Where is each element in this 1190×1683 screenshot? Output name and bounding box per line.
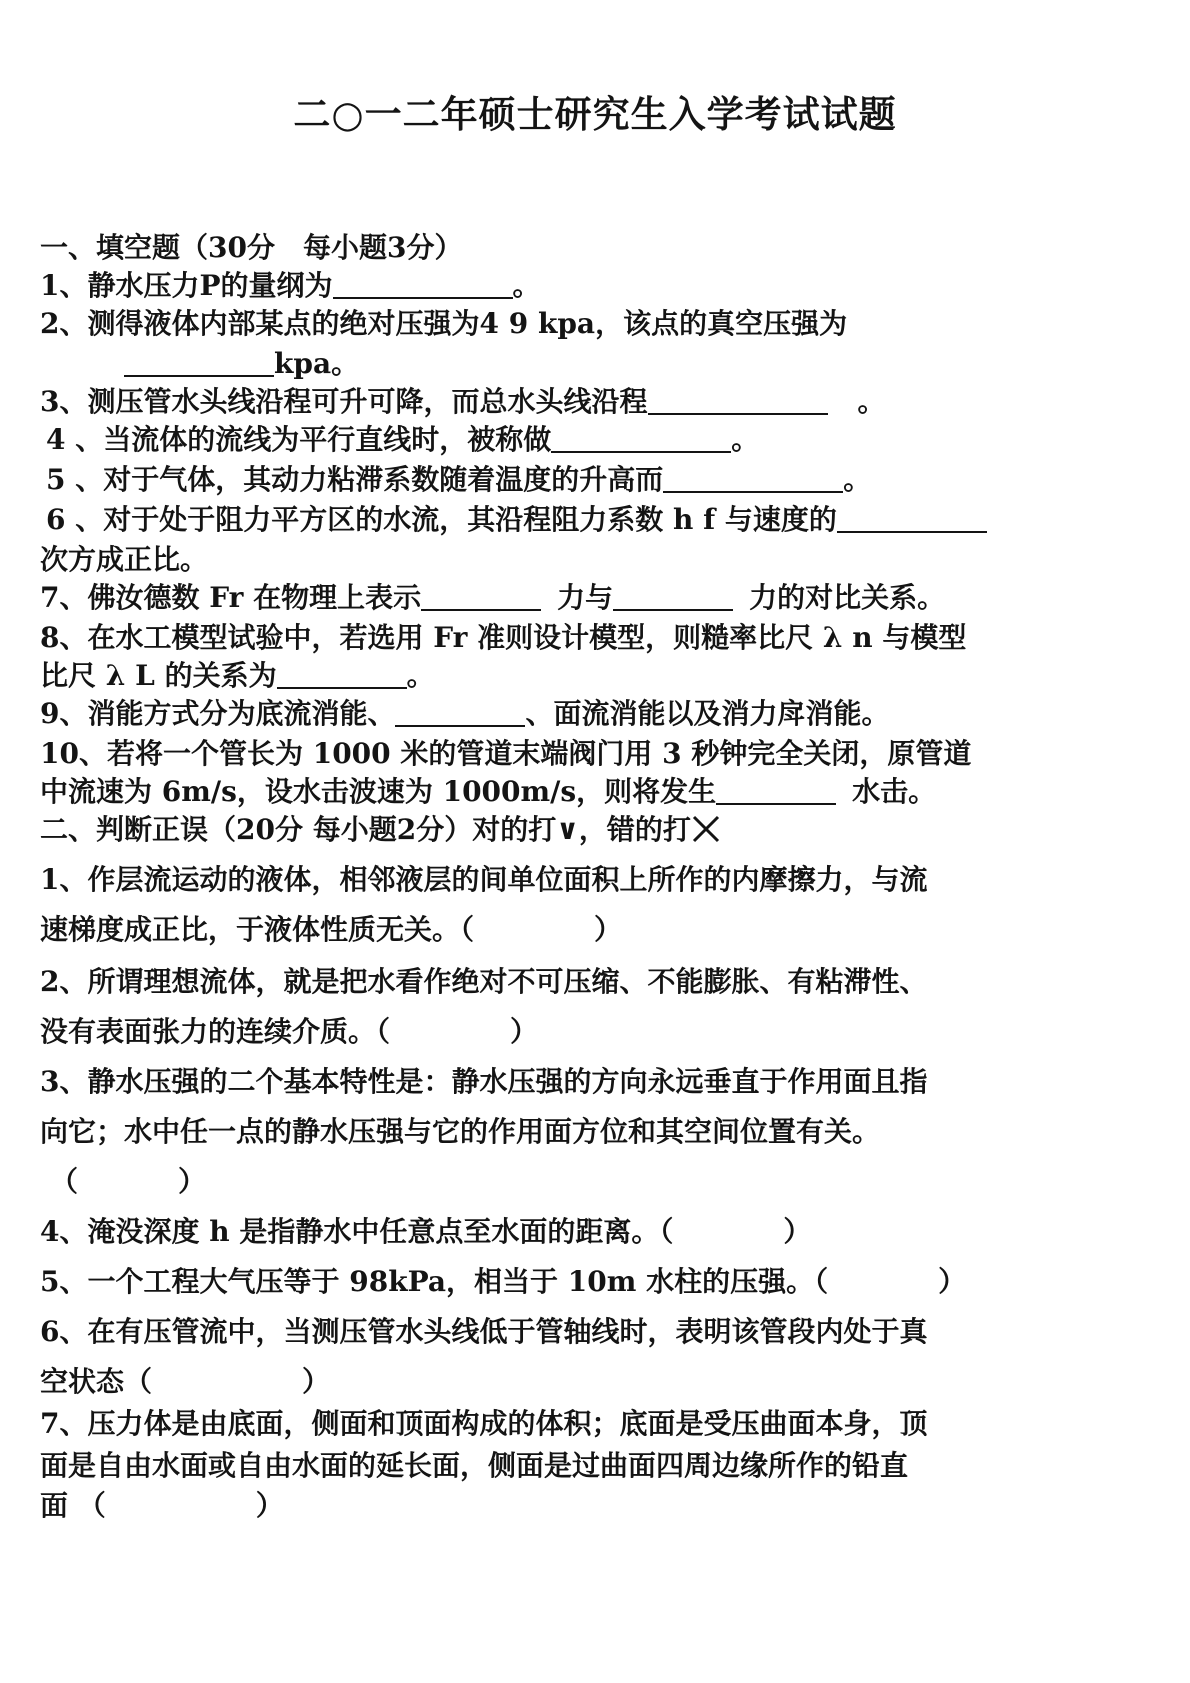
s1-q7-end: 力的对比关系。 [749, 581, 946, 614]
answer-blank [333, 269, 513, 299]
s1-q4-text: 4 、当流体的流线为平行直线时，被称做 [46, 423, 552, 456]
cross-mark-icon [691, 814, 721, 844]
s1-q2-cont [124, 346, 1150, 382]
s1-q1 [40, 268, 1150, 304]
s1-q2-text: 2、测得液体内部某点的绝对压强为4 9 kpa，该点的真空压强为 [40, 307, 848, 340]
s1-q5-end: 。 [843, 463, 872, 496]
answer-blank [124, 347, 274, 377]
page-title: 二○一二年硕士研究生入学考试试题 [293, 92, 897, 136]
s2-q1-cont-text: 速梯度成正比，于液体性质无关。（ [40, 913, 475, 946]
s1-q10-end: 水击。 [852, 775, 937, 808]
s2-q4 [40, 1214, 1150, 1250]
s1-q1-end: 。 [512, 269, 541, 302]
s2-q7: 7、压力体是由底面，侧面和顶面构成的体积；底面是受压曲面本身，顶 [40, 1407, 928, 1440]
s1-q6-text: 6 、对于处于阻力平方区的水流，其沿程阻力系数 h f 与速度的 [46, 503, 837, 536]
s1-q9-text: 9、消能方式分为底流消能、 [40, 697, 396, 730]
s2-q2-cont [40, 1014, 1150, 1050]
s1-q8-cont-text: 比尺 λ L 的关系为 [40, 659, 277, 692]
s2-q1-cont [40, 912, 1150, 948]
s1-q9-end: 、面流消能以及消力戽消能。 [525, 697, 890, 730]
s1-q1-text: 1、静水压力P的量纲为 [40, 269, 333, 302]
s2-q1: 1、作层流运动的液体，相邻液层的间单位面积上所作的内摩擦力，与流 [40, 863, 928, 896]
s2-q4-end: ） [783, 1215, 812, 1248]
s1-q7 [40, 580, 1150, 616]
s2-q3-open: （ [50, 1165, 79, 1198]
s1-q5 [46, 462, 1150, 498]
s1-q7-mid: 力与 [557, 581, 614, 614]
s1-q6 [46, 502, 1150, 538]
s1-q3-text: 3、测压管水头线沿程可升可降，而总水头线沿程 [40, 385, 648, 418]
s2-q3: 3、静水压强的二个基本特性是：静水压强的方向永远垂直于作用面且指 [40, 1065, 928, 1098]
s2-q7-cont2-text: 面 （ [40, 1489, 106, 1522]
s1-q10: 10、若将一个管长为 1000 米的管道末端阀门用 3 秒钟完全关闭，原管道 [40, 737, 972, 770]
answer-blank [613, 581, 733, 611]
s2-q6-end: ） [302, 1365, 331, 1398]
s1-q7-text: 7、佛汝德数 Fr 在物理上表示 [40, 581, 422, 614]
s2-q2: 2、所谓理想流体，就是把水看作绝对不可压缩、不能膨胀、有粘滞性、 [40, 965, 928, 998]
s2-q1-end: ） [594, 913, 623, 946]
answer-blank [277, 659, 407, 689]
s1-q4-end: 。 [731, 423, 760, 456]
s1-q2 [40, 306, 1150, 342]
s2-q3-end: ） [178, 1165, 207, 1198]
s2-q2-end: ） [510, 1015, 539, 1048]
s2-q5-text: 5、一个工程大气压等于 98kPa，相当于 10m 水柱的压强。（ [40, 1265, 829, 1298]
s1-q8-end: 。 [406, 659, 435, 692]
s1-q8: 8、在水工模型试验中，若选用 Fr 准则设计模型，则糙率比尺 λ n 与模型 [40, 621, 967, 654]
s2-q6: 6、在有压管流中，当测压管水头线低于管轴线时，表明该管段内处于真 [40, 1315, 928, 1348]
s2-q7-cont2 [40, 1488, 1150, 1524]
s2-q5-end: ） [938, 1265, 967, 1298]
s1-q10-cont-text: 中流速为 6m/s，设水击波速为 1000m/s，则将发生 [40, 775, 717, 808]
s1-q6-cont: 次方成正比。 [40, 543, 209, 576]
s2-q2-cont-text: 没有表面张力的连续介质。（ [40, 1015, 391, 1048]
section2-heading [40, 812, 1150, 848]
s2-q6-cont [40, 1364, 1150, 1400]
page-bottom-cut [0, 1600, 1190, 1683]
s2-q4-text: 4、淹没深度 h 是指静水中任意点至水面的距离。（ [40, 1215, 674, 1248]
section2-heading-text: 二、判断正误（20分 每小题2分）对的打∨，错的打 [40, 813, 691, 846]
s1-q2-end: kpa。 [274, 347, 360, 380]
s1-q10-cont [40, 774, 1150, 810]
answer-blank [663, 463, 843, 493]
s2-q3-paren [50, 1164, 1150, 1200]
answer-blank [551, 423, 731, 453]
answer-blank [421, 581, 541, 611]
s2-q3-cont: 向它；水中任一点的静水压强与它的作用面方位和其空间位置有关。 [40, 1115, 881, 1148]
answer-blank [837, 503, 987, 533]
s1-q5-text: 5 、对于气体，其动力粘滞系数随着温度的升高而 [46, 463, 664, 496]
section1-heading: 一、填空题（30分 每小题3分） [40, 231, 463, 264]
s1-q8-cont [40, 658, 1150, 694]
s2-q7-cont: 面是自由水面或自由水面的延长面，侧面是过曲面四周边缘所作的铅直 [40, 1449, 909, 1482]
answer-blank [716, 775, 836, 805]
s2-q5 [40, 1264, 1150, 1300]
s2-q7-end: ） [255, 1489, 284, 1522]
s1-q4 [46, 422, 1150, 458]
answer-blank [648, 385, 828, 415]
s1-q3-end: 。 [857, 385, 886, 418]
s1-q3 [40, 384, 1150, 420]
s2-q6-cont-text: 空状态（ [40, 1365, 153, 1398]
answer-blank [395, 697, 525, 727]
s1-q9 [40, 696, 1150, 732]
